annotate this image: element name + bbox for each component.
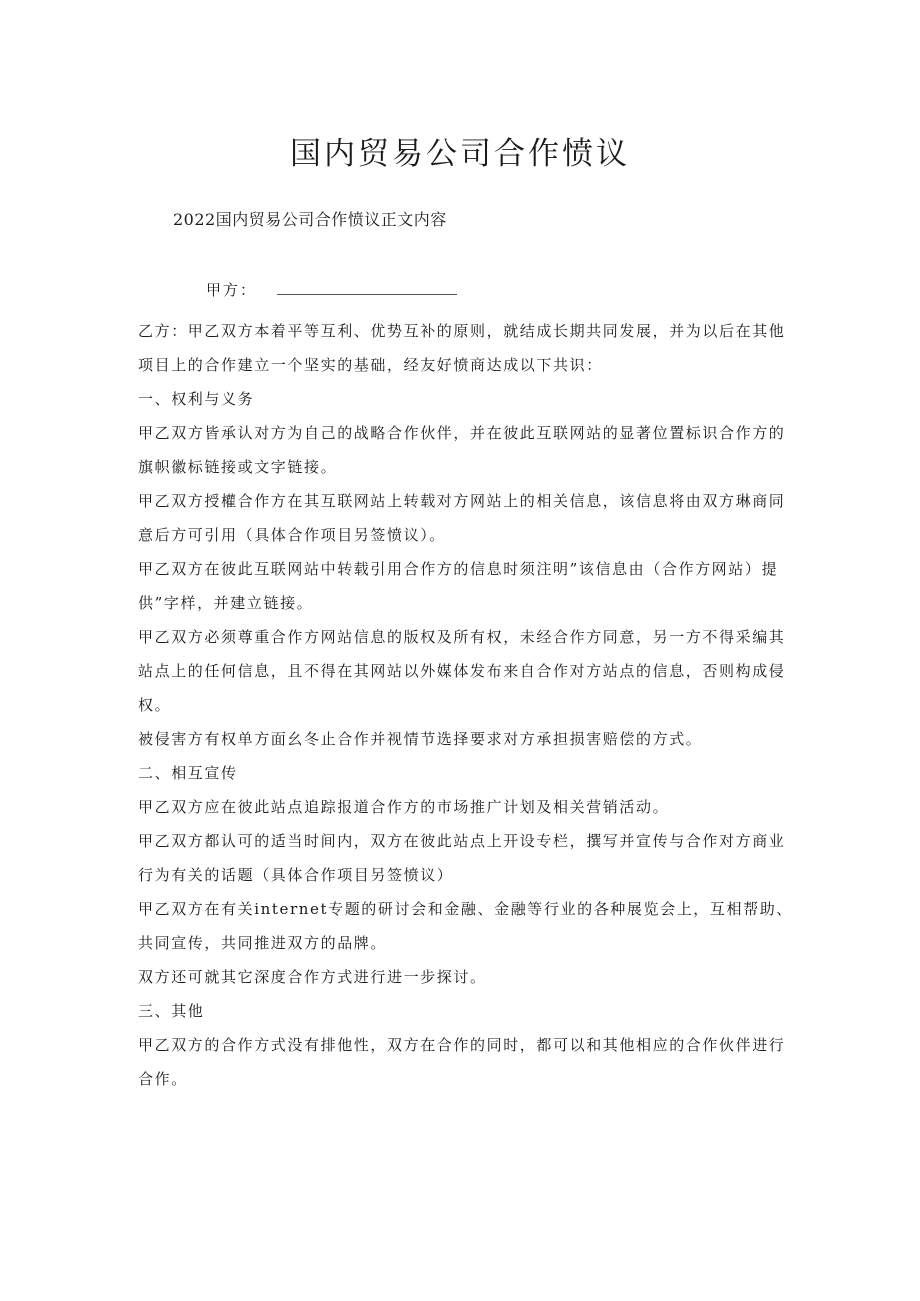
paragraph: 甲乙双方授權合作方在其互联网站上转载对方网站上的相关信息，该信息将由双方琳商同意后方可引用（具体合作项目另签愤议）。 [138,492,786,544]
document-body [138,314,798,1096]
paragraph: 甲乙双方的合作方式没有排他性，双方在合作的同时，都可以和其他相应的合作伙伴进行合作。 [138,1036,786,1088]
paragraph: 甲乙双方在有关internet专题的研讨会和金融、金融等行业的各种展览会上，互相帮助、共同宣传，共同推进双方的品牌。 [138,900,793,952]
section-heading-other: 三、其他 [138,1002,205,1020]
paragraph: 双方还可就其它深度合作方式进行进一步探讨。 [138,968,487,986]
document-subtitle: 2022国内贸易公司合作愤议正文内容 [173,210,447,229]
paragraph: 甲乙双方必须尊重合作方网站信息的版权及所有权，未经合作方同意，另一方不得采编其站点上的任何信息，且不得在其网站以外媒体发布来自合作对方站点的信息，否则构成侵权。 [138,628,786,714]
party-a-blank-field [277,280,457,295]
paragraph: 甲乙双方应在彼此站点追踪报道合作方的市场推广计划及相关营销活动。 [138,798,670,816]
document-title: 国内贸易公司合作愤议 [290,136,630,172]
paragraph: 甲乙双方皆承认对方为自己的战略合作伙伴，并在彼此互联网站的显著位置标识合作方的旗帜徽标链接或文字链接。 [138,424,786,476]
paragraph: 被侵害方有权单方面幺冬止合作并视情节选择要求对方承担损害赔偿的方式。 [138,730,703,748]
section-heading-promotion: 二、相互宣传 [138,764,238,782]
party-a-label: 甲方： [206,281,258,299]
party-a-line [206,279,457,300]
section-heading-rights: 一、权利与义务 [138,390,255,408]
paragraph: 甲乙双方都认可的适当时间内，双方在彼此站点上开设专栏，撰写并宣传与合作对方商业行为有关的话题（具体合作项目另签愤议） [138,832,786,884]
paragraph: 甲乙双方在彼此互联网站中转载引用合作方的信息时须注明”该信息由（合作方网站）提供”字样，并建立链接。 [138,560,779,612]
paragraph-party-b-intro: 乙方：甲乙双方本着平等互利、优势互补的原则，就结成长期共同发展，并为以后在其他项目上的合作建立一个坚实的基础，经友好愤商达成以下共识： [138,322,786,374]
